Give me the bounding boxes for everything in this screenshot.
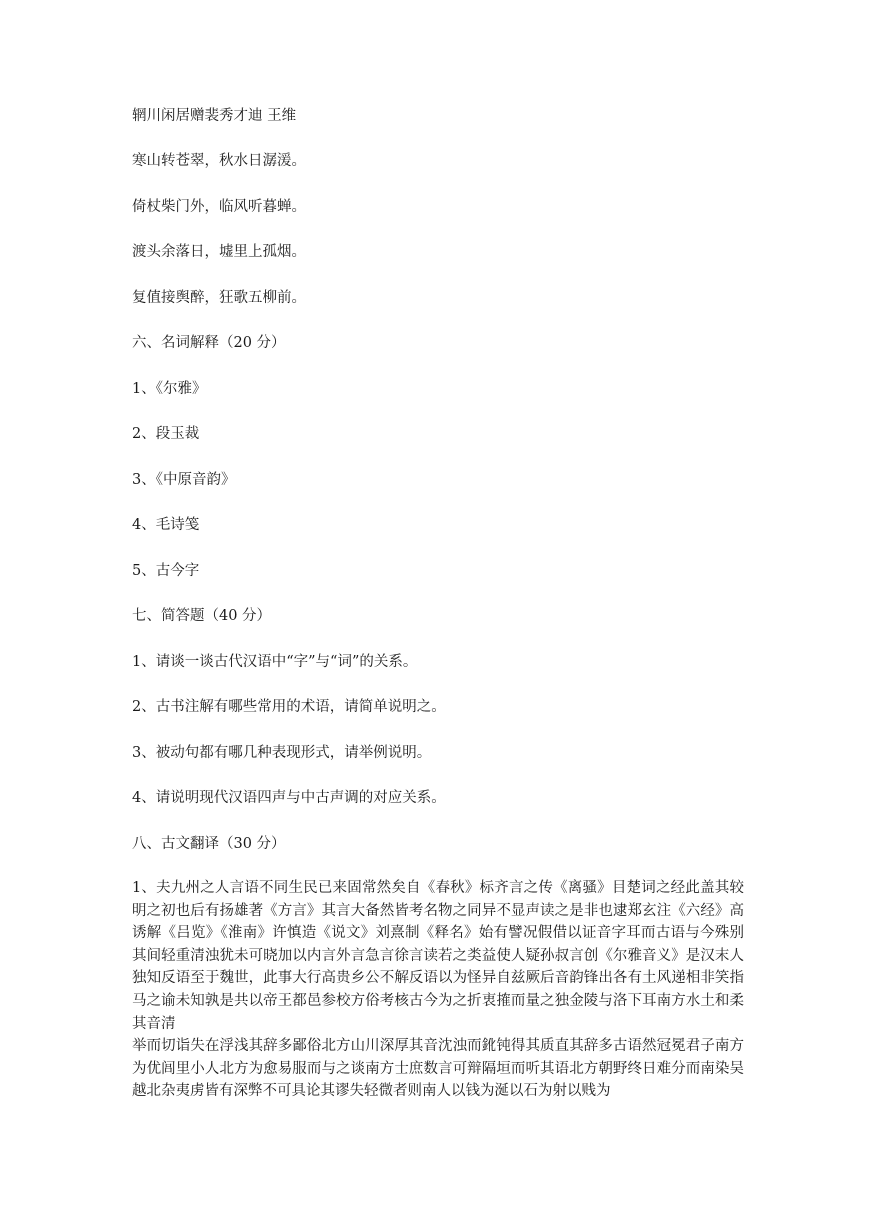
list-item: 4、毛诗笺 <box>132 517 200 533</box>
section-heading: 六、名词解释（20 分） <box>132 335 286 351</box>
poem-line: 复值接舆醉，狂歌五柳前。 <box>132 290 306 306</box>
list-item: 1、《尔雅》 <box>132 381 207 397</box>
poem-title: 辋川闲居赠裴秀才迪 王维 <box>132 108 297 124</box>
list-item: 3、被动句都有哪几种表现形式，请举例说明。 <box>132 745 432 761</box>
translation-passage <box>132 877 744 1103</box>
poem-line: 倚杖柴门外，临风听暮蝉。 <box>132 199 306 215</box>
list-item: 5、古今字 <box>132 563 200 579</box>
list-item: 1、请谈一谈古代汉语中“字”与“词”的关系。 <box>132 654 418 670</box>
list-item: 4、请说明现代汉语四声与中古声调的对应关系。 <box>132 790 446 806</box>
list-item: 3、《中原音韵》 <box>132 472 236 488</box>
passage-paragraph: 举而切诣失在浮浅其辞多鄙俗北方山川深厚其音沈浊而鈋钝得其质直其辞多古语然冠冕君子南方为优闾里小人北方为愈易服而与之谈南方士庶数言可辩隔垣而听其语北方朝野终日难分而南染吴越北杂夷虏皆有深弊不可具论其谬失轻微者则南人以钱为涎以石为射以贱为 <box>132 1038 744 1100</box>
passage-paragraph: 1、夫九州之人言语不同生民已来固常然矣自《春秋》标齐言之传《离骚》目楚词之经此盖其较明之初也后有扬雄著《方言》其言大备然皆考名物之同异不显声读之是非也逮郑玄注《六经》高诱解《吕览》《淮南》许慎造《说文》刘熹制《释名》始有譬况假借以证音字耳而古语与今殊别其间轻重清浊犹未可晓加以内言外言急言徐言读若之类益使人疑孙叔言创《尔雅音义》是汉末人独知反语至于魏世，此事大行高贵乡公不解反语以为怪异自兹厥后音韵锋出各有土风递相非笑指马之谕未知孰是共以帝王都邑参校方俗考核古今为之折衷搉而量之独金陵与洛下耳南方水土和柔其音清 <box>132 880 744 1032</box>
list-item: 2、段玉裁 <box>132 426 200 442</box>
poem-line: 寒山转苍翠，秋水日潺湲。 <box>132 153 306 169</box>
list-item: 2、古书注解有哪些常用的术语，请简单说明之。 <box>132 699 446 715</box>
section-heading: 八、古文翻译（30 分） <box>132 836 286 852</box>
section-heading: 七、简答题（40 分） <box>132 608 272 624</box>
poem-line: 渡头余落日，墟里上孤烟。 <box>132 244 306 260</box>
